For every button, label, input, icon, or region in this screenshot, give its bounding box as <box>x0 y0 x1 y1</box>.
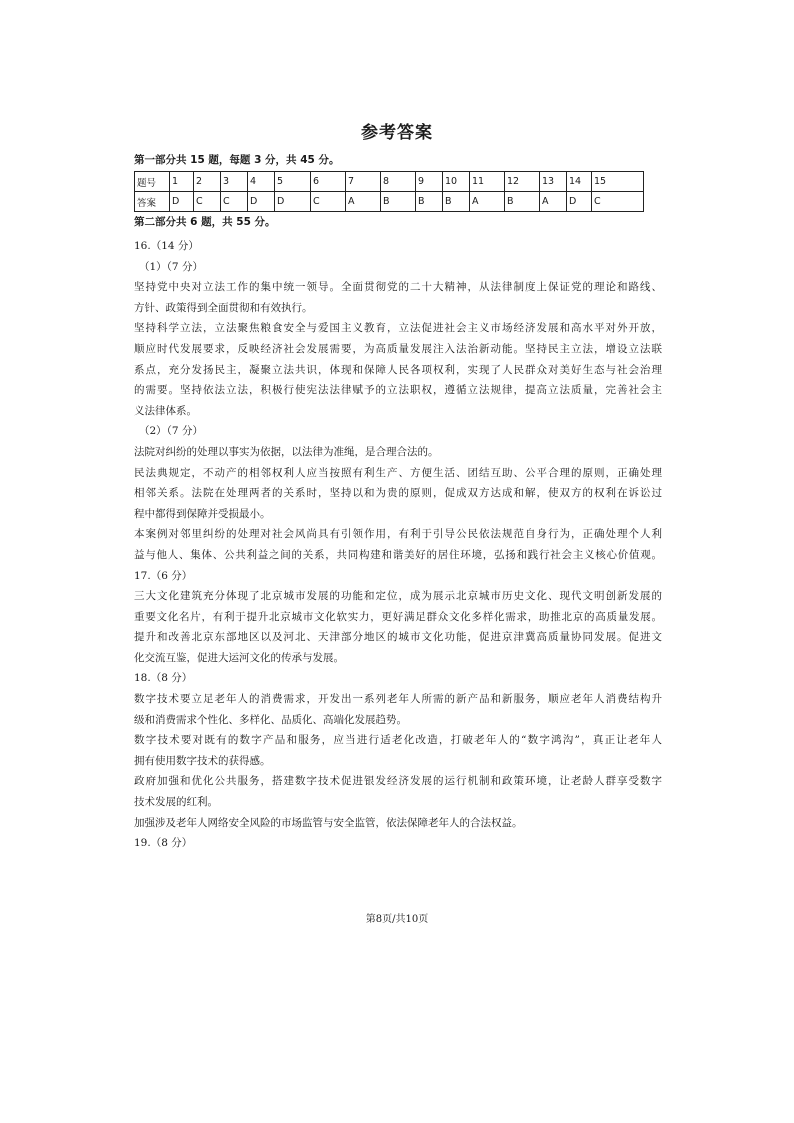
table-cell: 2 <box>194 172 221 192</box>
question-heading: 16.（14 分） <box>134 240 199 252</box>
answer-line: 级和消费需求个性化、多样化、品质化、高端化发展趋势。 <box>134 713 407 726</box>
sub-question-heading: （2）（7 分） <box>139 425 203 438</box>
table-cell: D <box>248 192 275 212</box>
answer-line: 方针、政策得到全面贯彻和有效执行。 <box>134 301 313 314</box>
answer-line: 法院对纠纷的处理以事实为依据，以法律为准绳，是合理合法的。 <box>134 445 439 458</box>
table-cell: 12 <box>505 172 540 192</box>
table-cell: A <box>540 192 567 212</box>
answer-line: 重要文化名片，有利于提升北京城市文化软实力，更好满足群众文化多样化需求，助推北京的高质量发展。 <box>134 610 662 623</box>
table-cell: 1 <box>170 172 194 192</box>
table-cell: 15 <box>592 172 644 192</box>
answer-line: 益与他人、集体、公共利益之间的关系，共同构建和谐美好的居住环境，弘扬和践行社会主义核心价值观。 <box>134 548 662 561</box>
answer-line: 相邻关系。法院在处理两者的关系时，坚持以和为贵的原则，促成双方达成和解，使双方的权利在诉讼过 <box>134 487 662 500</box>
table-cell: 8 <box>381 172 416 192</box>
table-cell: B <box>443 192 470 212</box>
row-label: 答案 <box>135 192 170 212</box>
answer-line: 顺应时代发展要求，反映经济社会发展需要，为高质量发展注入法治新动能。坚持民主立法，增设立法联 <box>134 342 662 355</box>
answer-line: 的需要。坚持依法立法，积极行使宪法法律赋予的立法职权，遵循立法规律，提高立法质量，完善社会主 <box>134 384 662 397</box>
table-cell: C <box>194 192 221 212</box>
question-heading: 19.（8 分） <box>134 837 193 850</box>
answer-line: 三大文化建筑充分体现了北京城市发展的功能和定位，成为展示北京城市历史文化、现代文明创新发展的 <box>134 590 662 603</box>
answer-line: 技术发展的红利。 <box>134 796 218 809</box>
table-cell: D <box>170 192 194 212</box>
table-cell: 4 <box>248 172 275 192</box>
table-cell: B <box>505 192 540 212</box>
table-cell: B <box>416 192 443 212</box>
sub-question-heading: （1）（7 分） <box>139 260 203 273</box>
table-cell: 10 <box>443 172 470 192</box>
answer-line: 提升和改善北京东部地区以及河北、天津部分地区的城市文化功能，促进京津冀高质量协同发展。促进文 <box>134 631 662 644</box>
part1-heading: 第一部分共 15 题，每题 3 分，共 45 分。 <box>134 154 340 166</box>
table-cell: 13 <box>540 172 567 192</box>
table-cell: 11 <box>470 172 505 192</box>
answer-line: 系点，充分发扬民主，凝聚立法共识，体现和保障人民各项权利，实现了人民群众对美好生态与社会治理 <box>134 363 662 376</box>
table-cell: 14 <box>567 172 592 192</box>
answer-line: 政府加强和优化公共服务，搭建数字技术促进银发经济发展的运行机制和政策环境，让老龄人群享受数字 <box>134 775 662 788</box>
part2-heading: 第二部分共 6 题，共 55 分。 <box>134 216 276 228</box>
table-cell: A <box>346 192 381 212</box>
answer-row <box>135 192 644 212</box>
answer-line: 加强涉及老年人网络安全风险的市场监管与安全监管，依法保障老年人的合法权益。 <box>134 816 523 829</box>
table-cell: B <box>381 192 416 212</box>
table-cell: C <box>221 192 248 212</box>
answer-table <box>134 171 644 212</box>
answer-line: 民法典规定，不动产的相邻权利人应当按照有利生产、方便生活、团结互助、公平合理的原则，正确处理 <box>134 466 662 479</box>
page-number: 第8页/共10页 <box>365 914 429 925</box>
table-cell: D <box>567 192 592 212</box>
answer-line: 坚持党中央对立法工作的集中统一领导。全面贯彻党的二十大精神，从法律制度上保证党的理论和路线、 <box>134 281 662 294</box>
answer-line: 数字技术要立足老年人的消费需求，开发出一系列老年人所需的新产品和新服务，顺应老年人消费结构升 <box>134 693 662 706</box>
answer-line: 义法律体系。 <box>134 404 197 417</box>
question-number-row <box>135 172 644 192</box>
answer-line: 坚持科学立法，立法聚焦粮食安全与爱国主义教育，立法促进社会主义市场经济发展和高水平对外开放， <box>134 322 662 335</box>
table-cell: 3 <box>221 172 248 192</box>
answer-line: 数字技术要对既有的数字产品和服务，应当进行适老化改造，打破老年人的“数字鸿沟”，真正让老年人 <box>134 734 662 747</box>
table-cell: 6 <box>311 172 346 192</box>
answer-line: 程中都得到保障并受损最小。 <box>134 507 271 520</box>
answer-line: 本案例对邻里纠纷的处理对社会风尚具有引领作用，有利于引导公民依法规范自身行为，正确处理个人利 <box>134 528 662 541</box>
question-heading: 18.（8 分） <box>134 672 193 685</box>
table-cell: D <box>275 192 311 212</box>
answer-line: 拥有使用数字技术的获得感。 <box>134 754 271 767</box>
table-cell: 9 <box>416 172 443 192</box>
answer-line: 化交流互鉴，促进大运河文化的传承与发展。 <box>134 651 344 664</box>
table-cell: C <box>311 192 346 212</box>
page-title: 参考答案 <box>361 123 433 143</box>
answer-body <box>134 236 662 854</box>
question-heading: 17.（6 分） <box>134 569 193 582</box>
table-cell: A <box>470 192 505 212</box>
table-cell: 7 <box>346 172 381 192</box>
table-cell: C <box>592 192 644 212</box>
row-label: 题号 <box>135 172 170 192</box>
table-cell: 5 <box>275 172 311 192</box>
